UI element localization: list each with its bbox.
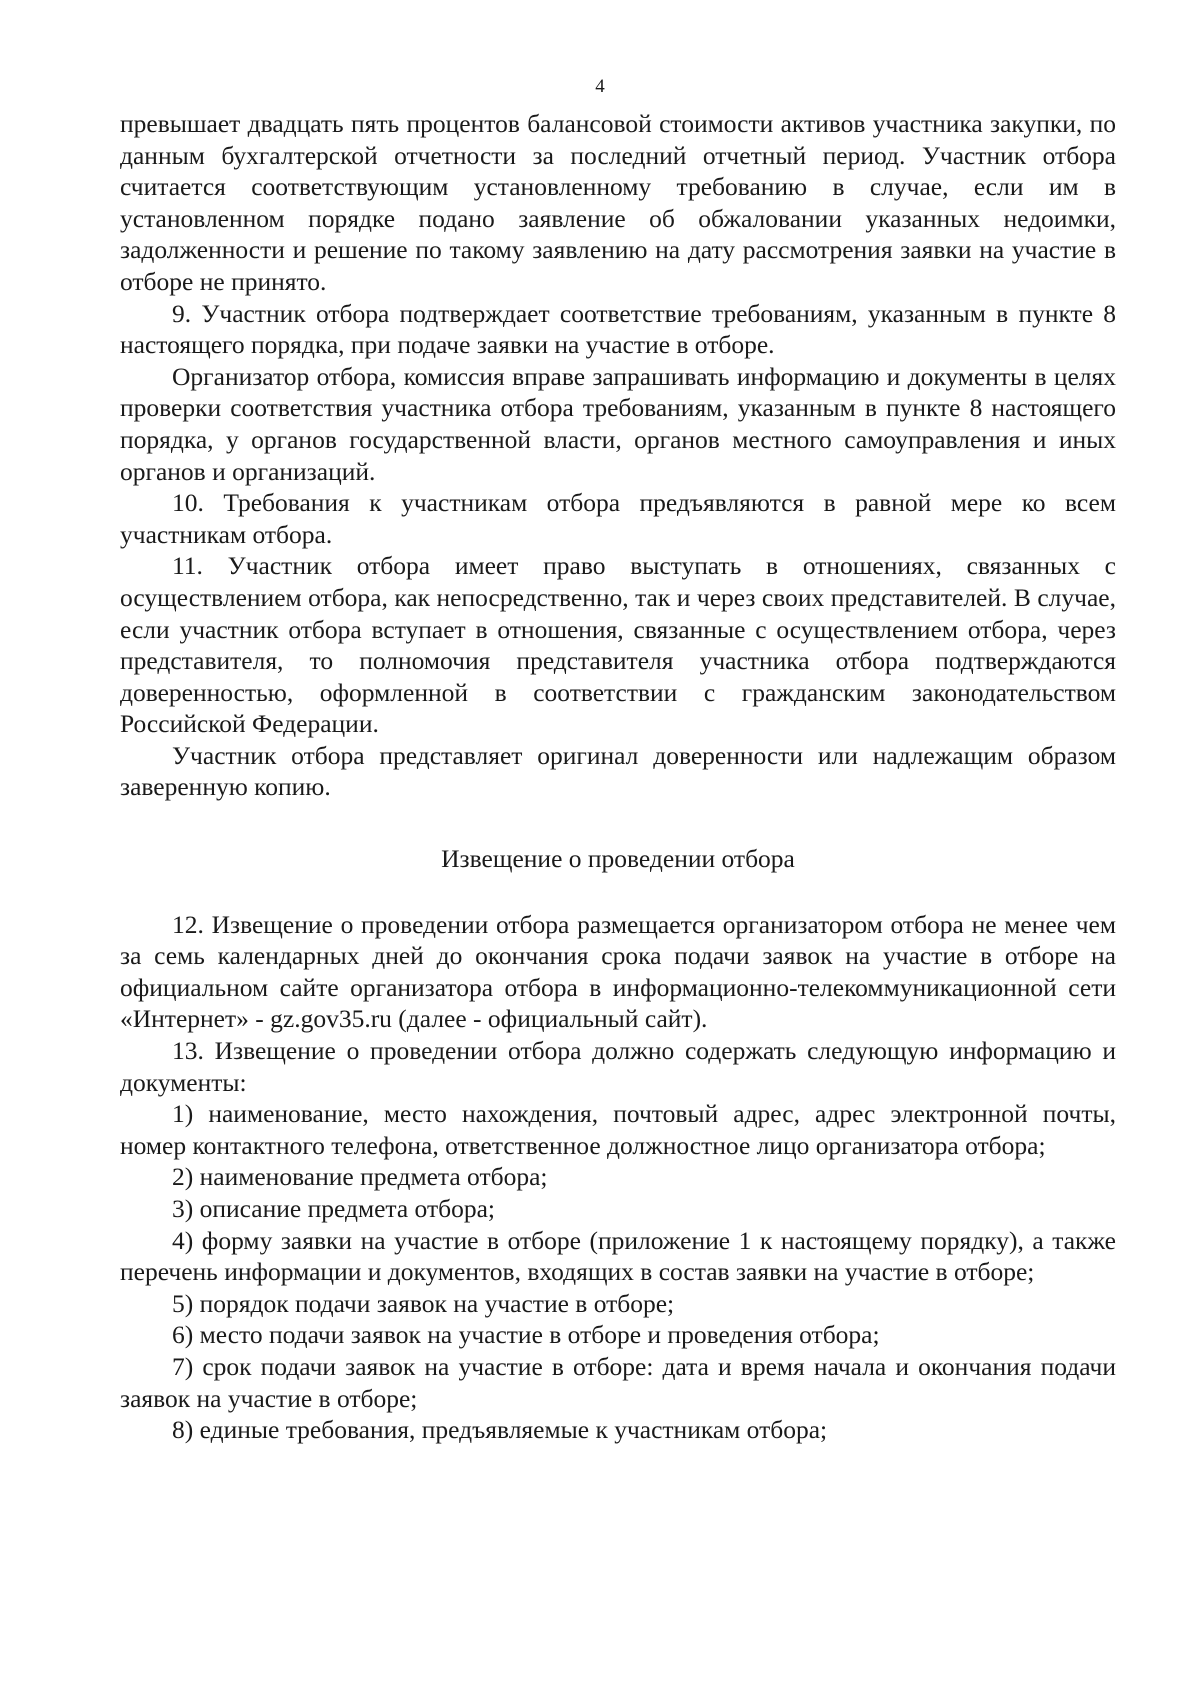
paragraph-organizer-requests: Организатор отбора, комиссия вправе запрашивать информацию и документы в целях проверки соответствия участника отбора требованиям, указанным в пункте 8 настоящего порядка, у органов государственной власти, органов местного самоуправления и иных органов и организаций. <box>120 361 1116 486</box>
page-number: 4 <box>595 76 605 97</box>
list-item-4: 4) форму заявки на участие в отборе (приложение 1 к настоящему порядку), а также перечень информации и документов, входящих в состав заявки на участие в отборе; <box>120 1225 1116 1287</box>
paragraph-clause-9: 9. Участник отбора подтверждает соответствие требованиям, указанным в пункте 8 настоящего порядка, при подаче заявки на участие в отборе. <box>120 298 1116 360</box>
paragraph-clause-10: 10. Требования к участникам отбора предъявляются в равной мере ко всем участникам отбора. <box>120 488 1116 549</box>
list-item-1: 1) наименование, место нахождения, почтовый адрес, адрес электронной почты, номер контактного телефона, ответственное должностное лицо организатора отбора; <box>120 1099 1116 1160</box>
paragraph-clause-12: 12. Извещение о проведении отбора размещается организатором отбора не менее чем за семь календарных дней до окончания срока подачи заявок на участие в отборе на официальном сайте организатора отбора в информационно-телекоммуникационной сети «Интернет» - gz.gov35.ru (далее - официальный сайт). <box>120 909 1116 1034</box>
paragraph-clause-13: 13. Извещение о проведении отбора должно содержать следующую информацию и документы: <box>120 1036 1116 1097</box>
list-item-5: 5) порядок подачи заявок на участие в отборе; <box>172 1288 675 1318</box>
list-item-6: 6) место подачи заявок на участие в отборе и проведения отбора; <box>172 1320 880 1350</box>
paragraph-clause-11: 11. Участник отбора имеет право выступать в отношениях, связанных с осуществлением отбора, как непосредственно, так и через своих представителей. В случае, если участник отбора вступает в отношения, связанные с осуществлением отбора, через представителя, то полномочия представителя участника отбора подтверждаются доверенностью, оформленной в соответствии с гражданским законодательством Российской Федерации. <box>120 551 1116 739</box>
list-item-3: 3) описание предмета отбора; <box>172 1194 495 1223</box>
document-body <box>120 108 1116 1446</box>
list-item-2: 2) наименование предмета отбора; <box>172 1162 548 1192</box>
paragraph-continuation: превышает двадцать пять процентов балансовой стоимости активов участника закупки, по данным бухгалтерской отчетности за последний отчетный период. Участник отбора считается соответствующим установленному требованию в случае, если им в установленном порядке подано заявление об обжаловании указанных недоимки, задолженности и решение по такому заявлению на дату рассмотрения заявки на участие в отборе не принято. <box>120 109 1116 296</box>
paragraph-power-of-attorney: Участник отбора представляет оригинал доверенности или надлежащим образом заверенную копию. <box>120 740 1116 802</box>
section-heading: Извещение о проведении отбора <box>441 844 795 874</box>
list-item-7: 7) срок подачи заявок на участие в отборе: дата и время начала и окончания подачи заявок на участие в отборе; <box>120 1351 1116 1413</box>
list-item-8: 8) единые требования, предъявляемые к участникам отбора; <box>172 1415 828 1445</box>
